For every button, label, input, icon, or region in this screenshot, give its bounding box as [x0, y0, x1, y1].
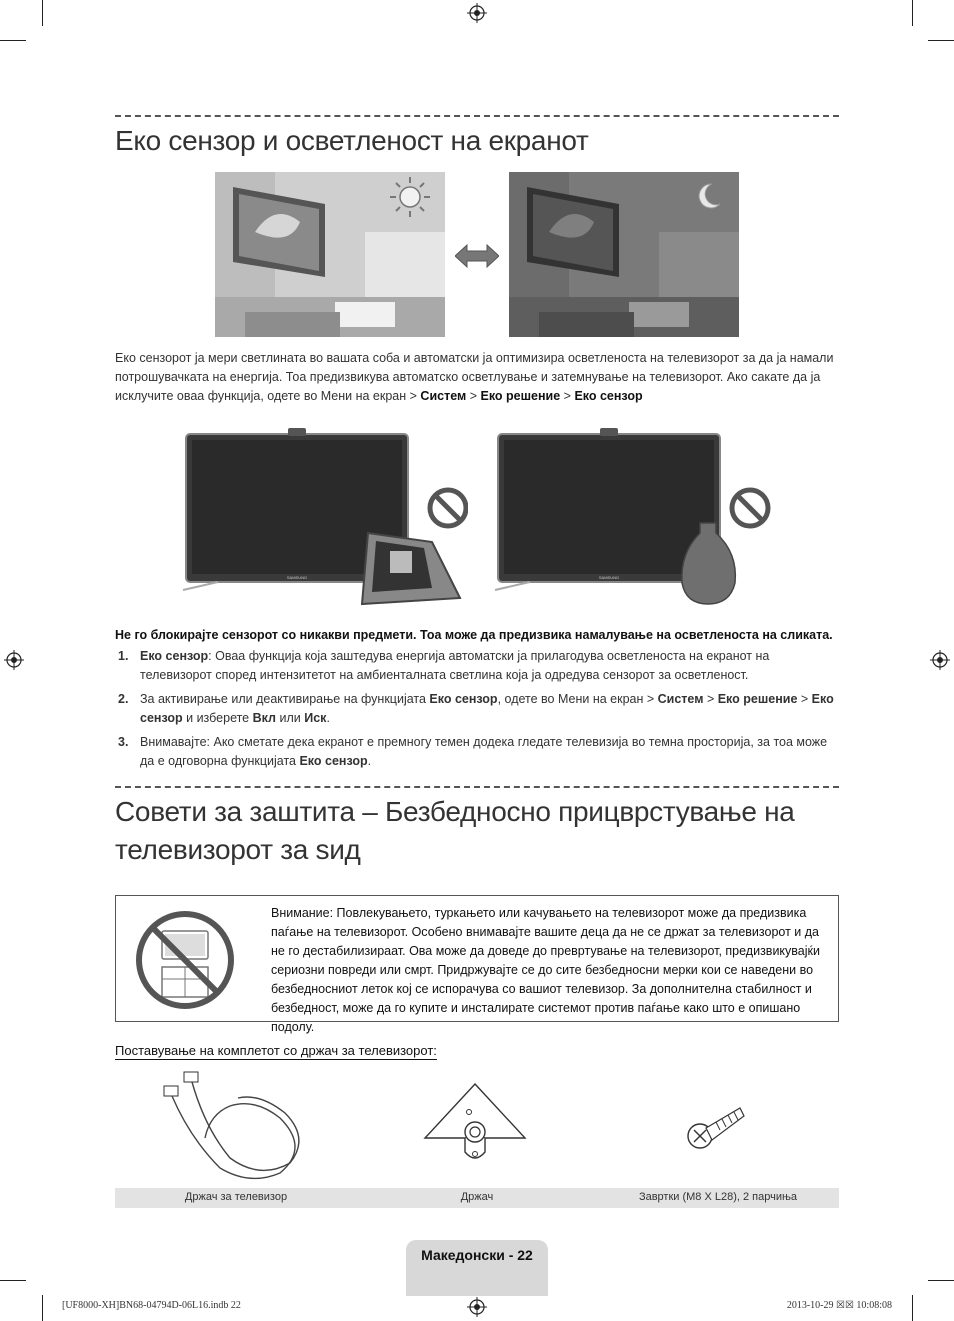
crop-mark	[912, 1295, 913, 1321]
crop-mark	[0, 1280, 26, 1281]
tv-holder-kit-icon	[160, 1068, 310, 1186]
sensor-block-warning: Не го блокирајте сензорот со никакви предмети. Тоа може да предизвика намалување на осветленоста на сликата.	[115, 628, 833, 642]
section-divider	[115, 115, 839, 117]
section-title-eco-sensor: Еко сензор и осветленост на екранот	[115, 125, 589, 156]
tv-brand-label: SAMSUNG	[598, 575, 620, 580]
registration-mark-icon	[467, 1297, 487, 1317]
tv-blocked-by-vase-illustration	[490, 428, 780, 610]
caption-screws: Завртки (M8 X L28), 2 парчиња	[638, 1191, 798, 1203]
crop-mark	[912, 0, 913, 26]
caption-bracket: Држач	[460, 1191, 494, 1203]
page-number: Македонски - 22	[421, 1247, 533, 1263]
crop-mark	[928, 40, 954, 41]
print-slug-file: [UF8000-XH]BN68-04794D-06L16.indb 22	[62, 1300, 241, 1311]
menu-path-eco-solution: Еко решение	[480, 389, 561, 403]
no-climbing-tv-icon	[134, 909, 236, 1011]
menu-path-eco-sensor: Еко сензор	[574, 389, 643, 403]
crop-mark	[0, 40, 26, 41]
caption-tv-holder: Држач за телевизор	[184, 1191, 288, 1203]
double-arrow-icon	[455, 243, 499, 269]
caution-text: Внимание: Повлекувањето, туркањето или качувањето на телевизорот може да предизвика паѓање на телевизорот. Особено внимавајте вашите деца да не се држат за телевизорот и да не го дестабилизираат. Ова може да доведе до превртување на телевизорот, предизвикувајќи сериозни повреди или смрт. Придржувајте се до сите безбедносни мерки кои се наведени во безбедносниот леток кој се испорачува со вашиот телевизор. За дополнителна стабилност и безбедност, може да го купите и инсталирате системот против паѓање како што е опишано подолу.	[271, 906, 820, 1034]
bracket-icon	[423, 1082, 527, 1166]
setup-heading: Поставување на комплетот со држач за телевизорот:	[115, 1043, 437, 1058]
crop-mark	[42, 0, 43, 26]
screw-icon	[684, 1102, 748, 1152]
sun-icon	[388, 175, 432, 219]
tv-brand-label: SAMSUNG	[286, 575, 308, 580]
moon-icon	[692, 180, 724, 212]
crop-mark	[928, 1280, 954, 1281]
caution-box	[115, 895, 839, 1034]
kit-caption-bar	[115, 1188, 839, 1208]
registration-mark-icon	[4, 650, 24, 670]
crop-mark	[42, 1295, 43, 1321]
registration-mark-icon	[467, 3, 487, 23]
eco-sensor-description: Еко сензорот ја мери светлината во вашата соба и автоматски ја оптимизира осветленоста на телевизорот за да ја намали потрошувачката на енергија. Тоа предизвикува автоматско осветлување и затемнување на телевизорот. Ако сакате да ја исклучите оваа функција, одете во Мени на екран > Систем > Еко решение > Еко сензор	[115, 351, 834, 403]
tv-blocked-by-frame-illustration	[178, 428, 468, 610]
page-number-tab	[406, 1240, 548, 1296]
section-divider	[115, 786, 839, 788]
registration-mark-icon	[930, 650, 950, 670]
menu-path-system: Систем	[420, 389, 467, 403]
print-slug-timestamp: 2013-10-29 ☒☒ 10:08:08	[786, 1300, 892, 1311]
section-title-wall-mount-safety: Совети за заштита – Безбедносно прицврстување на телевизорот за ѕид	[115, 796, 795, 865]
